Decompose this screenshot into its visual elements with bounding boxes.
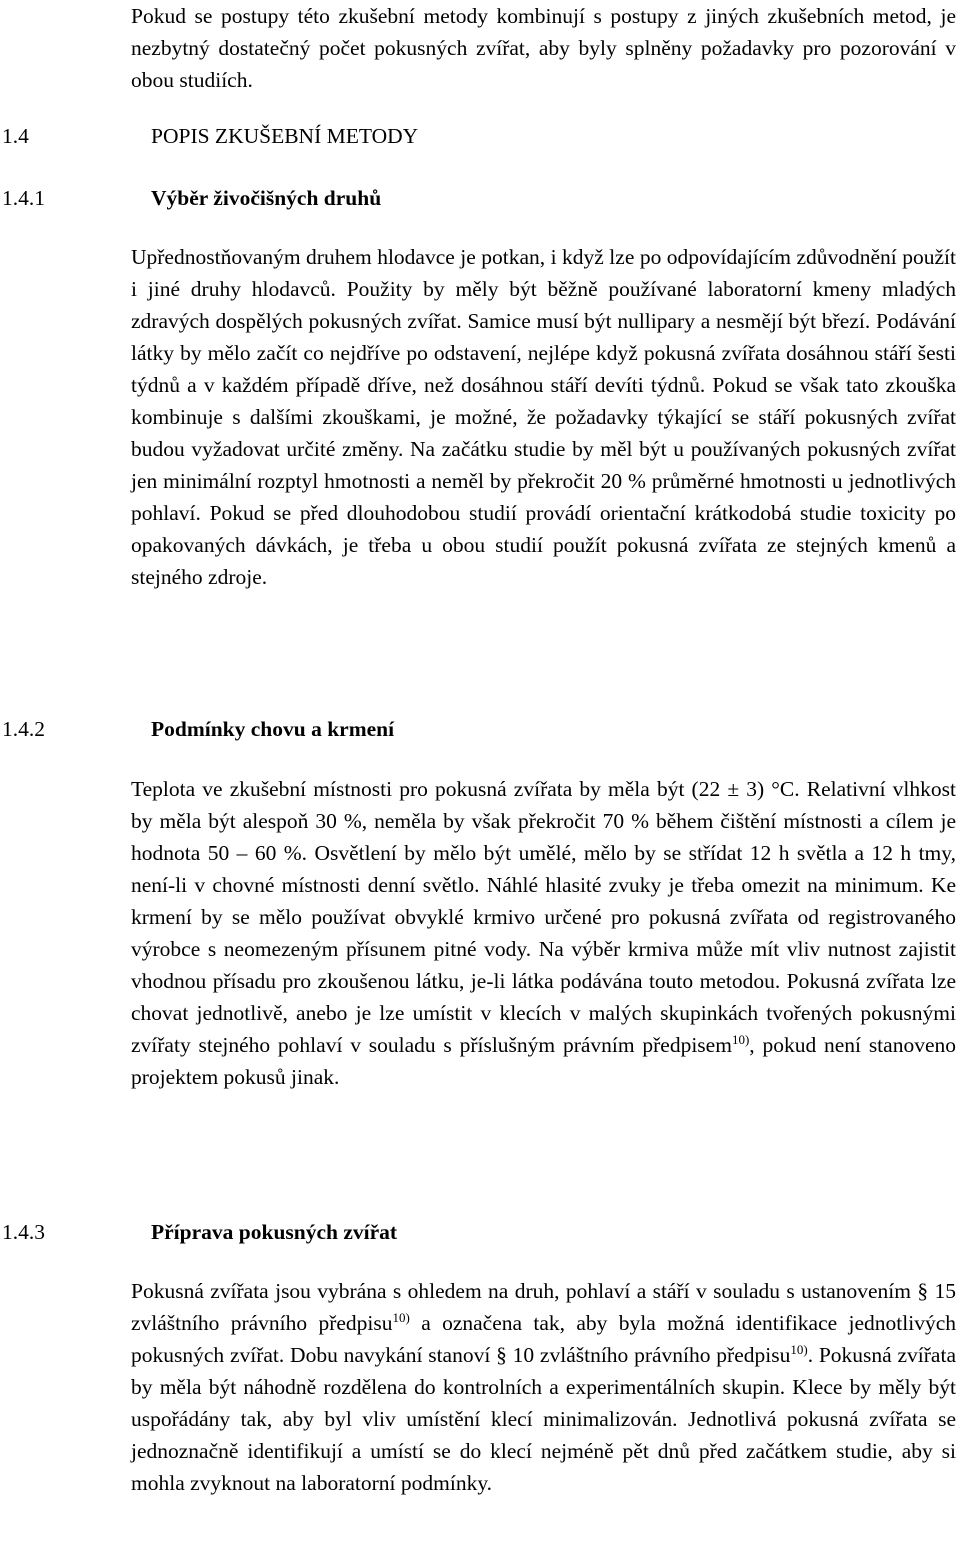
paragraph-text: Teplota ve zkušební místnosti pro pokusná zvířata by měla být (22 ± 3) °C. Relativní vlhkost by měla být alespoň 30 %, neměla by však překročit 70 % během čištění místnosti a cílem je hodnota 50 – 60 %. Osvětlení by mělo být umělé, mělo by se střídat 12 h světla a 12 h tmy, není-li v chovné místnosti denní světlo. Náhlé hlasité zvuky je třeba omezit na minimum. Ke krmení by se mělo používat obvyklé krmivo určené pro pokusná zvířata od registrovaného výrobce s neomezeným přísunem pitné vody. Na výběr krmiva může mít vliv nutnost zajistit vhodnou přísadu pro zkoušenou látku, je-li látka podávána touto metodou. Pokusná zvířata lze chovat jednotlivě, anebo je lze umístit v klecích v malých skupinkách tvořených pokusnými zvířaty stejného pohlaví v souladu s příslušným právním předpisem: [131, 777, 956, 1057]
section-heading-1-4: [0, 120, 960, 152]
section-title: Podmínky chovu a krmení: [151, 717, 395, 741]
section-1-4-1-paragraph: Upřednostňovaným druhem hlodavce je potkan, i když lze po odpovídajícím zdůvodnění použít i jiné druhy hlodavců. Použity by měly být běžně používané laboratorní kmeny mladých zdravých dospělých pokusných zvířat. Samice musí být nullipary a nesmějí být březí. Podávání látky by mělo začít co nejdříve po odstavení, nejlépe když pokusná zvířata dosáhnou stáří šesti týdnů a v každém případě dříve, než dosáhnou stáří devíti týdnů. Pokud se však tato zkouška kombinuje s dalšími zkouškami, je možné, že požadavky týkající se stáří pokusných zvířat budou vyžadovat určité změny. Na začátku studie by měl být u používaných pokusných zvířat jen minimální rozptyl hmotnosti a neměl by překročit 20 % průměrné hmotnosti u jednotlivých pohlaví. Pokud se před dlouhodobou studií provádí orientační krátkodobá studie toxicity po opakovaných dávkách, je třeba u obou studií použít pokusná zvířata ze stejných kmenů a stejného zdroje.: [131, 245, 956, 589]
footnote-reference: 10): [790, 1342, 808, 1357]
section-heading-1-4-2: [0, 713, 960, 745]
section-number: 1.4.2: [2, 717, 45, 741]
section-1-4-3-paragraph: [131, 1275, 956, 1499]
section-number: 1.4: [2, 124, 29, 148]
section-title: POPIS ZKUŠEBNÍ METODY: [151, 124, 419, 148]
section-heading-1-4-3: [0, 1216, 960, 1248]
section-number: 1.4.3: [2, 1220, 45, 1244]
footnote-reference: 10): [392, 1310, 410, 1325]
paragraph-text: . Pokusná zvířata by měla být náhodně rozdělena do kontrolních a experimentálních skupin. Klece by měly být uspořádány tak, aby byl vliv umístění klecí minimalizován. Jednotlivá pokusná zvířata se jednoznačně identifikují a umístí se do klecí nejméně pět dnů před začátkem studie, aby si mohla zvyknout na laboratorní podmínky.: [131, 1343, 956, 1495]
footnote-reference: 10): [731, 1032, 750, 1047]
intro-paragraph: Pokud se postupy této zkušební metody kombinují s postupy z jiných zkušebních metod, je nezbytný dostatečný počet pokusných zvířat, aby byly splněny požadavky pro pozorování v obou studiích.: [131, 4, 956, 92]
section-number: 1.4.1: [2, 186, 45, 210]
section-title: Příprava pokusných zvířat: [151, 1220, 398, 1244]
paragraph-text: Pokusná zvířata jsou vybrána s ohledem na druh, pohlaví a stáří v souladu s ustanovením § 15 zvláštního právního předpisu: [131, 1279, 956, 1335]
paragraph-text: a označena tak, aby byla možná identifikace jednotlivých pokusných zvířat. Dobu navykání stanoví § 10 zvláštního právního předpisu: [131, 1311, 957, 1367]
section-1-4-2-paragraph: [131, 773, 956, 1093]
paragraph-text: , pokud není stanoveno projektem pokusů jinak.: [131, 1033, 956, 1089]
section-heading-1-4-1: [0, 182, 960, 214]
section-title: Výběr živočišných druhů: [151, 186, 382, 210]
